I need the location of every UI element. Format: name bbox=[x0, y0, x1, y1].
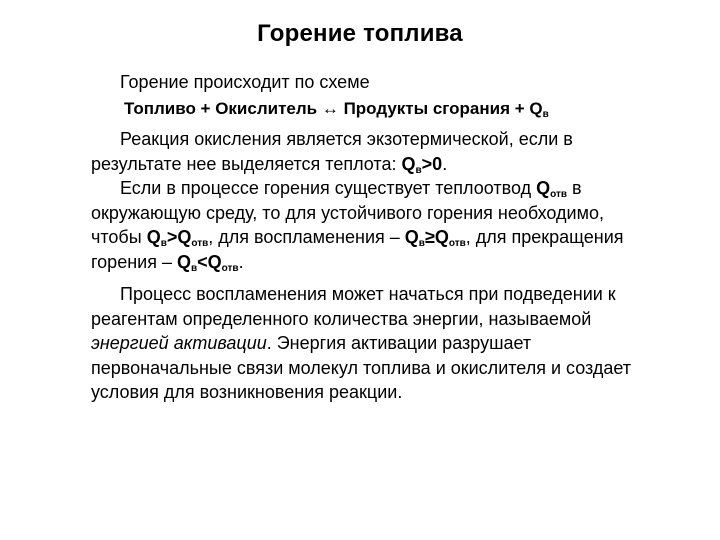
q-letter: Q bbox=[207, 251, 222, 272]
p1-text: Реакция окисления является экзотермической, если в результате нее выделяется теплота: bbox=[91, 129, 573, 174]
p2-text-3: , для воспламенения – bbox=[208, 227, 405, 247]
p3-text-2: . Энергия активации разрушает первоначальные связи молекул топлива и окислителя и создает условия для возникновения реакции. bbox=[91, 333, 632, 402]
paragraph-activation bbox=[91, 282, 639, 405]
q-letter: Q bbox=[434, 227, 449, 247]
p2-text-1: Если в процессе горения существует теплоотвод bbox=[120, 178, 537, 198]
q-letter: Q bbox=[146, 227, 161, 247]
stable-condition bbox=[147, 227, 209, 247]
p3-text-1: Процесс воспламенения может начаться при подведении к реагентам определенного количества энергии, называемой bbox=[91, 284, 616, 329]
q-letter: Q bbox=[176, 251, 191, 272]
operator: < bbox=[197, 251, 208, 272]
condition-text: >0 bbox=[421, 153, 443, 174]
operator: > bbox=[166, 227, 178, 247]
q-subscript: отв bbox=[448, 238, 466, 249]
q-letter: Q bbox=[404, 227, 419, 247]
slide-body bbox=[91, 70, 639, 405]
activation-energy-term: энергией активации bbox=[91, 333, 267, 353]
p2-text-2: в окружающую среду, то для устойчивого горения необходимо, чтобы bbox=[91, 178, 604, 247]
heat-condition bbox=[401, 154, 442, 174]
reaction-scheme bbox=[91, 97, 639, 122]
intro-label: Горение происходит по схеме bbox=[120, 72, 370, 92]
q-subscript: в bbox=[160, 238, 167, 249]
q-symbol: Q bbox=[401, 153, 416, 174]
extinction-condition bbox=[177, 252, 239, 272]
q-subscript: отв bbox=[191, 238, 209, 249]
scheme-text: Топливо + Окислитель ↔ Продукты сгорания + Q bbox=[124, 98, 543, 118]
p1-end: . bbox=[442, 153, 448, 174]
intro-text bbox=[91, 70, 639, 95]
ignition-condition bbox=[405, 227, 466, 247]
q-subscript: отв bbox=[221, 262, 239, 274]
paragraph-heat-removal bbox=[91, 176, 639, 274]
q-subscript: в bbox=[190, 262, 198, 274]
q-otv-symbol bbox=[536, 178, 567, 198]
paragraph-gap bbox=[91, 274, 639, 282]
scheme-subscript: в bbox=[542, 108, 549, 120]
p2-text-4: , для прекращения горения – bbox=[91, 227, 624, 272]
slide-title: Горение топлива bbox=[257, 20, 463, 47]
operator: ≥ bbox=[424, 227, 435, 247]
p2-end: . bbox=[238, 251, 244, 272]
paragraph-exothermic bbox=[91, 127, 639, 176]
q-letter: Q bbox=[177, 227, 192, 247]
q-subscript: в bbox=[415, 164, 422, 176]
q-subscript: в bbox=[418, 238, 425, 249]
q-subscript: отв bbox=[550, 189, 568, 200]
q-letter: Q bbox=[536, 178, 551, 198]
